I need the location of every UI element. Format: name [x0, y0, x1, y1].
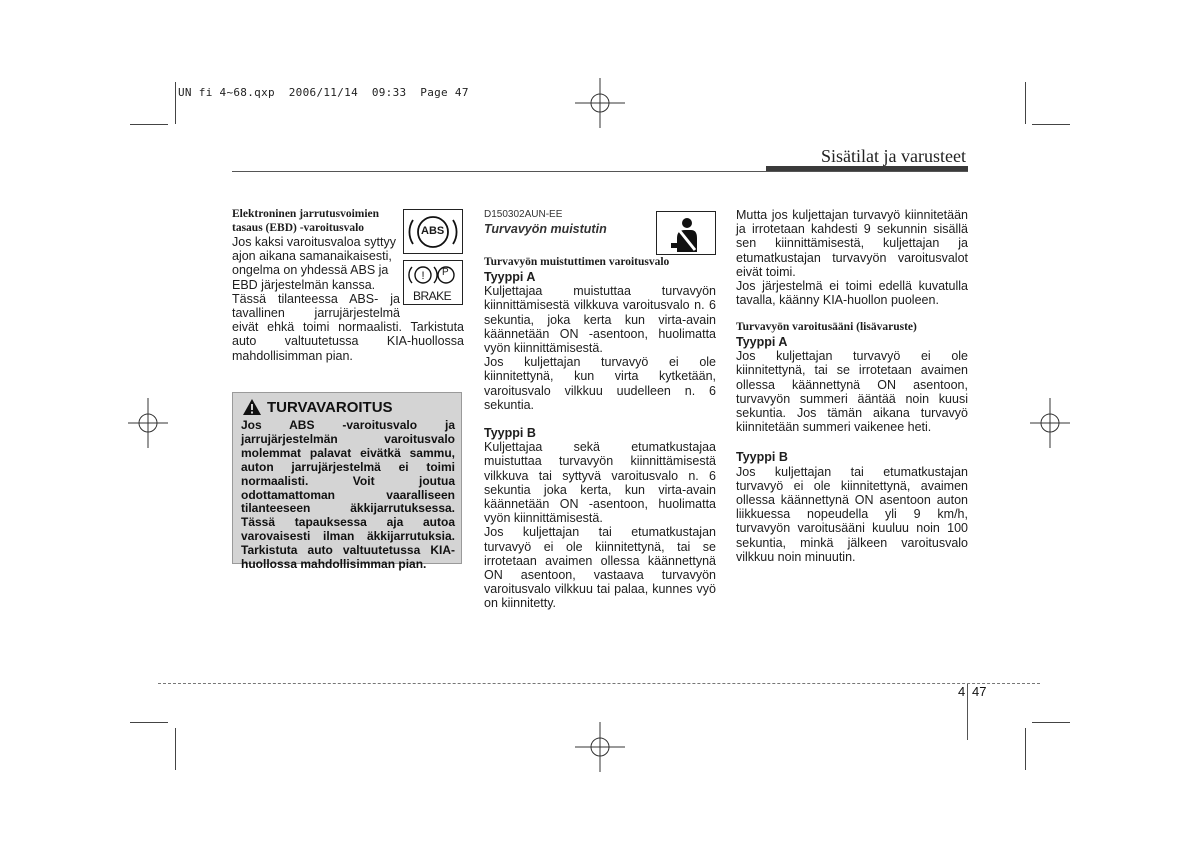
brake-icon-label: BRAKE [413, 289, 452, 303]
section-code: D150302AUN-EE [484, 209, 563, 220]
warning-text: Jos ABS -varoitusvalo ja jarrujärjestelmän varoitusvalo molemmat palavat eivätkä sammu, auton jarrujärjestelmä ei toimi normaalisti. Voit joutua odottamattoman vaaralliseen tilanteeseen äkkijarrutuksessa. Tässä tapauksessa aja autoa varovaisesti ilman äkkijarrutuksia. Tarkistuta auto valtuutetussa KIA-huollossa mahdollisimman pian. [241, 418, 455, 572]
type-b-text: Kuljettajaa sekä etumatkustajaa muistuttaa turvavyön kiinnittämisestä vilkkuva tai syttyvä varoitusvalo n. 6 sekuntia joka kerta, kun virta-avain käännetään ON -asentoon, huolimatta vyön kiinnittämisestä. [484, 440, 716, 526]
warning-box [232, 392, 462, 572]
seatbelt-subheading: Turvavyön muistuttimen varoitusvalo [484, 256, 670, 269]
crop-mark [130, 722, 168, 723]
type-a-label: Tyyppi A [484, 269, 536, 284]
text-line: tavallinen jarrujärjestelmä [232, 306, 400, 321]
warning-triangle-icon [243, 399, 261, 415]
seatbelt-section [484, 208, 716, 611]
brake-icon-p: P [442, 267, 449, 278]
page-number: 47 [972, 684, 987, 699]
registration-mark-icon [128, 398, 168, 448]
seatbelt-warning-icon [656, 211, 716, 255]
crop-mark [1025, 82, 1026, 124]
text-line: Jos kaksi varoitusvaloa syttyy [232, 235, 396, 249]
section-rule [232, 171, 968, 172]
text-paragraph: Jos järjestelmä ei toimi edellä kuvatulla tavalla, käänny KIA-huollon puoleen. [736, 279, 968, 308]
crop-mark [1032, 722, 1070, 723]
crop-mark [175, 82, 176, 124]
text-line: EBD järjestelmän kanssa. [232, 277, 376, 292]
svg-text:!: ! [421, 270, 425, 282]
type-a-text: Kuljettajaa muistuttaa turvavyön kiinnittämisestä vilkkuva varoitusvalo n. 6 sekuntia, joka kerta kun virta-avain käännetään ON -asentoon, huolimatta vyön kiinnittämisestä. [484, 284, 716, 355]
text-line: Tässä tilanteessa ABS- ja [232, 291, 400, 306]
crop-mark [175, 728, 176, 770]
brake-warning-icon [403, 260, 463, 305]
ebd-wrapped-text [232, 235, 400, 320]
ebd-heading-line: tasaus (EBD) -varoitusvalo [232, 221, 365, 234]
section-title: Sisätilat ja varusteet [821, 146, 966, 166]
type-b-label: Tyyppi B [484, 425, 536, 440]
abs-icon-label: ABS [421, 225, 445, 237]
brake-symbol-icon [404, 261, 462, 289]
registration-mark-icon [1030, 398, 1070, 448]
page-separator [967, 684, 968, 740]
ebd-text: eivät ehkä toimi normaalisti. Tarkistuta auto valtuutetussa KIA-huollossa mahdollisimman pian. [232, 320, 464, 363]
registration-mark-icon [575, 78, 625, 128]
chime-subheading: Turvavyön varoitusääni (lisävaruste) [736, 321, 917, 334]
seatbelt-continued [736, 208, 968, 564]
type-b-text: Jos kuljettajan tai etumatkustajan turvavyö ei ole kiinnitettynä, avaimen ollessa käännettynä ON asentoon auton liikkuessa nopeudella yli 9 km/h, turvavyön varoitusääni kuuluu noin 100 sekuntia, minkä jälkeen varoitusvalo vilkkuu noin minuutin. [736, 464, 968, 564]
chapter-number: 4 [958, 684, 966, 699]
crop-mark [130, 124, 168, 125]
warning-title: TURVAVAROITUS [267, 399, 393, 416]
registration-mark-icon [575, 722, 625, 772]
type-a-text: Jos kuljettajan turvavyö ei ole kiinnitettynä, kun virta kytketään, varoitusvalo vilkkuu uudelleen n. 6 sekuntia. [484, 355, 716, 412]
crop-mark [1025, 728, 1026, 770]
type-a-text: Jos kuljettajan turvavyö ei ole kiinnitettynä, tai se irrotetaan avaimen ollessa käännettynä ON asentoon, turvavyön summeri ääntää noin kuusi sekuntia. Jos tämän aikana turvavyö kiinnitetään summeri vaikenee heti. [736, 349, 968, 435]
abs-warning-icon [403, 209, 463, 254]
seatbelt-symbol-icon [657, 212, 715, 254]
crop-mark [1032, 124, 1070, 125]
text-line: ajon aikana samanaikaisesti, [232, 249, 392, 264]
text-line: ongelma on yhdessä ABS ja [232, 263, 389, 278]
ebd-heading-line: Elektroninen jarrutusvoimien [232, 208, 380, 220]
type-b-label: Tyyppi B [736, 450, 788, 465]
type-b-text: Jos kuljettajan tai etumatkustajan turvavyö ei ole kiinnitettynä, tai se irrotetaan avaimen ollessa käännettynä ON asentoon, vastaava turvavyön varoitusvalo vilkkuu tai palaa, kunnes vyö on kiinnitetty. [484, 525, 716, 611]
text-paragraph: Mutta jos kuljettajan turvavyö kiinnitetään ja irrotetaan kahdesti 9 sekunnin sisällä sen kiinnittämisestä, kuljettajan ja etumatkustajan turvavyön varoitusvalot eivät toimi. [736, 208, 968, 279]
seatbelt-title: Turvavyön muistutin [484, 222, 607, 237]
type-a-label: Tyyppi A [736, 334, 788, 349]
footer-rule [158, 683, 1040, 684]
print-slug: UN fi 4~68.qxp 2006/11/14 09:33 Page 47 [178, 86, 469, 99]
